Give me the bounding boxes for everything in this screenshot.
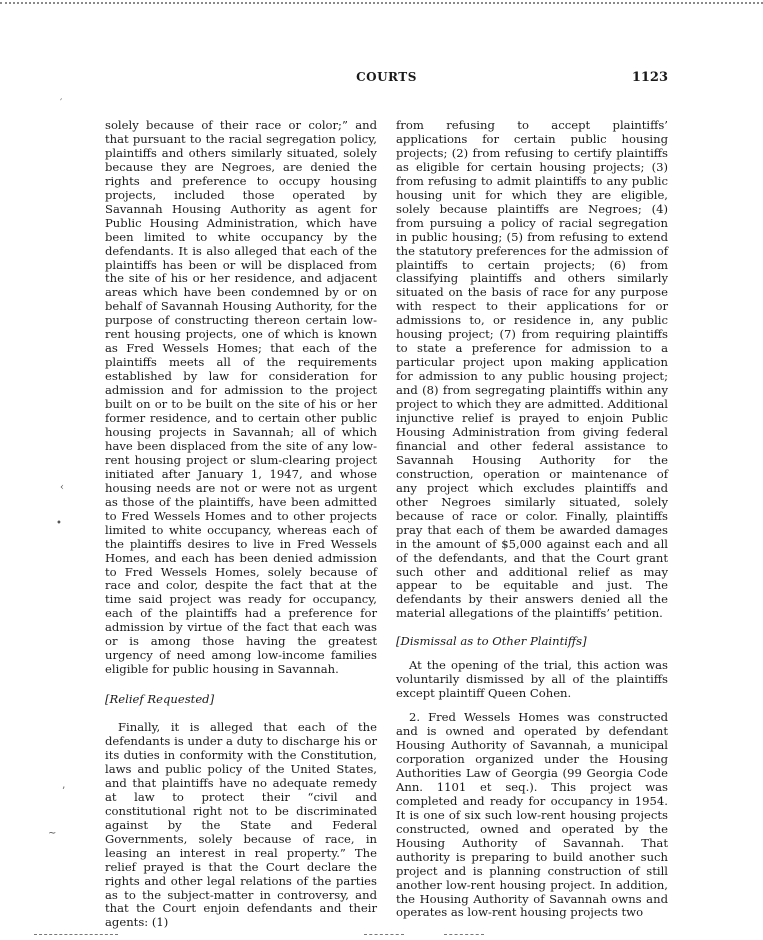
left-column: [105, 119, 377, 930]
bottom-rule: [364, 934, 404, 935]
margin-mark: ’: [62, 786, 66, 797]
running-header: [105, 70, 668, 90]
margin-mark: •: [56, 518, 62, 529]
right-paragraph-3: 2. Fred Wessels Homes was constructed and is owned and operated by defendant Housing Authority of Savannah, a municipal corporation organized under the Housing Authorities Law of Georgia (99 Georgia Code Ann. 1101 et seq.). This project was completed and ready for occupancy in 1954. It is one of six such low-rent housing projects constructed, owned and operated by the Housing Authority of Savannah. That authority is preparing to build another such project and is planning construction of still another low-rent housing project. In addition, the Housing Authority of Savannah owns and operates as low-rent housing projects two: [396, 710, 668, 920]
bottom-rule: [34, 934, 118, 935]
left-paragraph-1: solely because of their race or color;” and that pursuant to the racial segregation policy, plaintiffs and others similarly situated, solely because they are Negroes, are denied the rights and preference to occupy housing projects, included those operated by Savannah Housing Authority as agent for Public Housing Administration, which have been limited to white occupancy by the defendants. It is also alleged that each of the plaintiffs has been or will be displaced from the site of his or her residence, and adjacent areas which have been condemned by or on behalf of Savannah Housing Authority, for the purpose of constructing thereon certain low-rent housing projects, one of which is known as Fred Wessels Homes; that each of the plaintiffs meets all of the requirements established by law for consideration for admission and for admission to the project built on or to be built on the site of his or her former residence, and to certain other public housing projects in Savannah; all of which have been displaced from the site of any low-rent housing project or slum-clearing project initiated after January 1, 1947, and whose housing needs are not or were not as urgent as those of the plaintiffs, have been admitted to Fred Wessels Homes and to other projects limited to white occupancy, whereas each of the plaintiffs desires to live in Fred Wessels Homes, and each has been denied admission to Fred Wessels Homes, solely because of race and color, despite the fact that at the time said project was ready for occupancy, each of the plaintiffs had a preference for admission by virtue of the fact that each was or is among those having the greatest urgency of need among low-income families eligible for public housing in Savannah.: [105, 118, 377, 677]
margin-mark: ‹: [60, 482, 64, 493]
bottom-rule: [444, 934, 484, 935]
dismissal-heading: [Dismissal as to Other Plaintiffs]: [396, 634, 587, 649]
page-number: 1123: [631, 70, 668, 85]
relief-requested-heading: [Relief Requested]: [105, 692, 215, 707]
left-paragraph-2: Finally, it is alleged that each of the defendants is under a duty to discharge his or its duties in conformity with the Constitution, laws and public policy of the United States, and that plaintiffs have no adequate remedy at law to protect their “civil and constitutional right not to be discriminated against by the State and Federal Governments, solely because of race, in leasing an interest in real property.” The relief prayed is that the Court declare the rights and other legal relations of the parties as to the subject-matter in controversy, and that the Court enjoin defendants and their agents: (1): [105, 720, 377, 930]
right-column: [396, 119, 668, 920]
margin-mark: ′: [60, 98, 63, 109]
page-top-border: [0, 2, 763, 4]
right-paragraph-2: At the opening of the trial, this action was voluntarily dismissed by all of the plaintiffs except plaintiff Queen Cohen.: [396, 658, 668, 701]
margin-mark: ∼: [48, 828, 57, 839]
section-title: COURTS: [356, 70, 417, 84]
right-paragraph-1: from refusing to accept plaintiffs’ applications for certain public housing projects; (2) from refusing to certify plaintiffs as eligible for certain housing projects; (3) from refusing to admit plaintiffs to any public housing unit for which they are eligible, solely because plaintiffs are Negroes; (4) from pursuing a policy of racial segregation in public housing; (5) from refusing to extend the statutory preferences for the admission of plaintiffs to certain projects; (6) from classifying plaintiffs and others similarly situated on the basis of race for any purpose with respect to their applications for or admissions to, or residence in, any public housing project; (7) from requiring plaintiffs to state a preference for admission to a particular project upon making application for admission to any public housing project; and (8) from segregating plaintiffs within any project to which they are admitted. Additional injunctive relief is prayed to enjoin Public Housing Administration from giving federal financial and other federal assistance to Savannah Housing Authority for the construction, operation or maintenance of any project which excludes plaintiffs and other Negroes similarly situated, solely because of race or color. Finally, plaintiffs pray that each of them be awarded damages in the amount of $5,000 against each and all of the defendants, and that the Court grant such other and additional relief as may appear to be equitable and just. The defendants by their answers denied all the material allegations of the plaintiffs’ petition.: [396, 118, 668, 621]
